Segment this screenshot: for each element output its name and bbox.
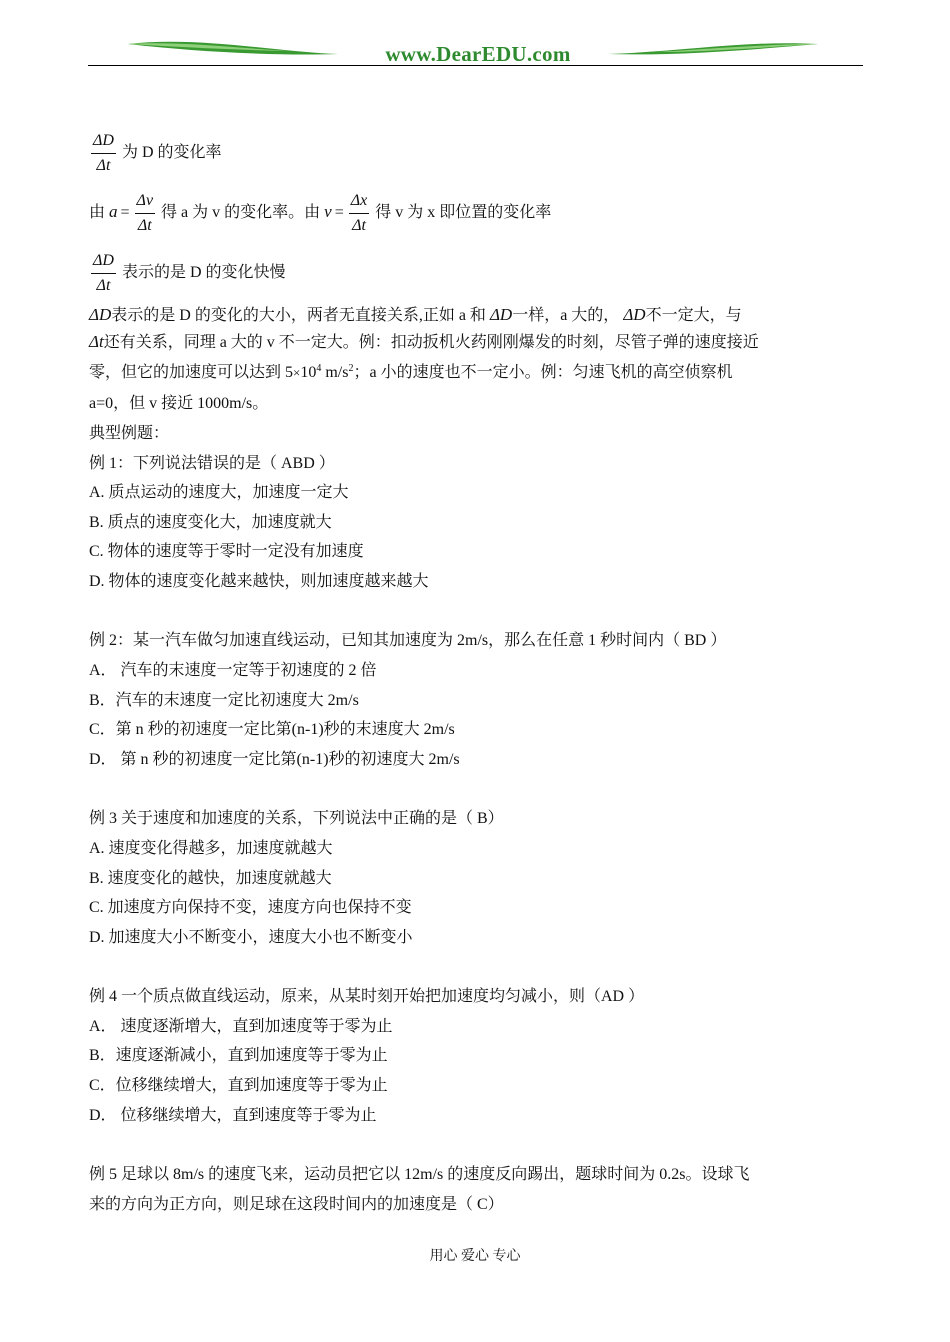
unit-ms: m/s	[325, 364, 349, 381]
paragraph-line-4: a=0，但 v 接近 1000m/s。	[89, 395, 269, 412]
site-name: www.DearEDU.com	[385, 42, 571, 66]
delta-t: Δt	[89, 332, 104, 351]
fraction-dx-dt	[349, 191, 370, 236]
paragraph-text: 一样，a 大的，	[512, 307, 620, 324]
question-4-option-b: B．速度逐渐减小，直到加速度等于零为止	[89, 1047, 388, 1064]
number-five: 5	[285, 364, 294, 381]
question-3-stem: 例 3 关于速度和加速度的关系，下列说法中正确的是（ B）	[89, 810, 504, 827]
times-sign: ×	[293, 365, 301, 380]
text-middle: 得 a 为 v 的变化率。由	[161, 204, 321, 222]
fraction-denominator: Δt	[96, 277, 111, 294]
question-4-stem: 例 4 一个质点做直线运动，原来，从某时刻开始把加速度均匀减小，则（AD ）	[89, 988, 645, 1005]
paragraph-line-2	[89, 331, 759, 354]
question-4-option-c: C．位移继续增大，直到加速度等于零为止	[89, 1077, 388, 1094]
question-1-option-a: A. 质点运动的速度大，加速度一定大	[89, 484, 349, 501]
question-2-option-d: D． 第 n 秒的初速度一定比第(n-1)秒的初速度大 2m/s	[89, 751, 460, 768]
definition-text: 为 D 的变化率	[121, 144, 222, 162]
fraction-numerator: Δx	[349, 191, 370, 214]
delta-d: ΔD	[489, 305, 513, 324]
question-4-option-a: A． 速度逐渐增大，直到加速度等于零为止	[89, 1018, 393, 1035]
text-prefix: 由	[89, 204, 106, 222]
question-4-option-d: D． 位移继续增大，直到速度等于零为止	[89, 1107, 377, 1124]
definition-line-3	[89, 251, 286, 296]
text-tail: 得 v 为 x 即位置的变化率	[375, 204, 552, 222]
header-rule	[88, 65, 863, 66]
paragraph-text: ；a 小的速度也不一定小。例：匀速飞机的高空侦察机	[353, 364, 733, 381]
site-header	[88, 30, 863, 70]
fraction-denominator: Δt	[352, 217, 366, 234]
question-2-option-a: A． 汽车的末速度一定等于初速度的 2 倍	[89, 662, 377, 679]
exponent-four: 4	[316, 363, 322, 374]
question-1-option-d: D. 物体的速度变化越来越快，则加速度越来越大	[89, 573, 429, 590]
paragraph-text: 还有关系，同理 a 大的 v 不一定大。例：扣动扳机火药刚刚爆发的时刻，尽管子弹的速度接近	[103, 334, 759, 351]
question-2-option-b: B．汽车的末速度一定比初速度大 2m/s	[89, 692, 359, 709]
delta-d: ΔD	[89, 305, 112, 324]
definition-line-2	[89, 191, 551, 236]
fraction-dd-dt	[91, 251, 116, 296]
equals-sign: =	[334, 204, 344, 222]
equals-sign: =	[120, 204, 130, 222]
section-heading: 典型例题：	[89, 425, 170, 442]
var-v: v	[324, 202, 332, 222]
question-3-option-d: D. 加速度大小不断变小，速度大小也不断变小	[89, 929, 413, 946]
question-3-option-a: A. 速度变化得越多，加速度就越大	[89, 840, 333, 857]
number-ten: 10	[300, 364, 317, 381]
paragraph-text: 零，但它的加速度可以达到	[89, 364, 282, 381]
fraction-denominator: Δt	[96, 157, 111, 174]
delta-d: ΔD	[623, 305, 646, 324]
question-1-stem: 例 1：下列说法错误的是（ ABD ）	[89, 455, 335, 472]
paragraph-text: 表示的是 D 的变化的大小，两者无直接关系,正如 a 和	[111, 307, 486, 324]
page-footer: 用心 爱心 专心	[429, 1249, 521, 1264]
definition-text: 表示的是 D 的变化快慢	[121, 264, 286, 282]
exponent-two: 2	[348, 363, 354, 374]
question-2-stem: 例 2：某一汽车做匀加速直线运动，已知其加速度为 2m/s，那么在任意 1 秒时间内（ BD ）	[89, 632, 727, 649]
question-3-option-b: B. 速度变化的越快，加速度就越大	[89, 870, 332, 887]
paragraph-text: 不一定大，与	[645, 307, 742, 324]
question-1-option-c: C. 物体的速度等于零时一定没有加速度	[89, 543, 364, 560]
paragraph-line-3	[89, 362, 733, 384]
question-5-stem-line-2: 来的方向为正方向，则足球在这段时间内的加速度是（ C）	[89, 1196, 504, 1213]
question-3-option-c: C. 加速度方向保持不变，速度方向也保持不变	[89, 899, 412, 916]
fraction-dd-dt	[91, 131, 116, 176]
question-1-option-b: B. 质点的速度变化大，加速度就大	[89, 514, 332, 531]
definition-line-1	[89, 131, 222, 176]
fraction-numerator: ΔD	[91, 131, 116, 154]
paragraph-line-1	[89, 304, 742, 327]
question-2-option-c: C．第 n 秒的初速度一定比第(n-1)秒的末速度大 2m/s	[89, 721, 455, 738]
fraction-numerator: Δv	[135, 191, 156, 214]
fraction-numerator: ΔD	[91, 251, 116, 274]
fraction-denominator: Δt	[137, 217, 152, 234]
var-a: a	[109, 202, 118, 222]
question-5-stem-line-1: 例 5 足球以 8m/s 的速度飞来，运动员把它以 12m/s 的速度反向踢出，题球时间为 0.2s。设球飞	[89, 1166, 750, 1183]
fraction-dv-dt	[135, 191, 156, 236]
